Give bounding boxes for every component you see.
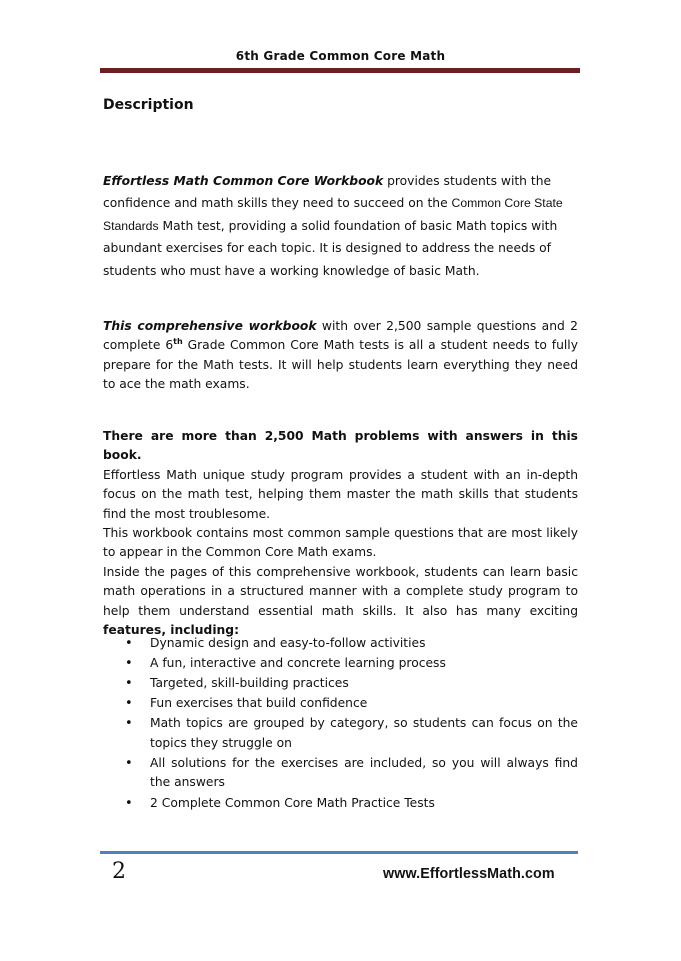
bullet-icon: • xyxy=(125,795,133,811)
bullet-icon: • xyxy=(125,755,133,771)
bullet-icon: • xyxy=(125,676,133,692)
workbook-contents-text: Inside the pages of this comprehensive workbook, students can learn basic math operations in a structured manner with a complete study program to help them understand essential math skills. It also has many exciting features, including: xyxy=(103,564,578,638)
bullet-icon: • xyxy=(125,696,133,712)
study-program-text: Effortless Math unique study program provides a student with an in-depth focus on the math test, helping them master the math skills that students find the most troublesome. xyxy=(103,467,578,521)
list-item: • Math topics are grouped by category, so students can focus on the topics they struggle on xyxy=(125,716,578,750)
footer-divider xyxy=(100,851,578,854)
paragraph-1-text-b: Math test, providing a solid foundation of basic Math topics with abundant exercises for each topic. It is designed to address the needs of students who must have a working knowledge of basic Math. xyxy=(103,218,558,278)
list-item: • All solutions for the exercises are included, so you will always find the answers xyxy=(125,755,578,790)
list-item: • 2 Complete Common Core Math Practice Tests xyxy=(103,794,578,814)
paragraph-1-text-a: provides students with the confidence and math skills they need to succeed on the xyxy=(103,174,552,211)
description-paragraph-1 xyxy=(103,170,578,282)
problems-count-statement: There are more than 2,500 Math problems with answers in this book. xyxy=(103,429,578,463)
list-item: • Dynamic design and easy-to-follow activities xyxy=(103,634,578,654)
bullet-icon: • xyxy=(125,716,133,732)
sample-questions-text: This workbook contains most common sample questions that are most likely to appear in the Common Core Math exams. xyxy=(103,526,578,560)
page-header-title: 6th Grade Common Core Math xyxy=(235,49,446,63)
section-heading: Description xyxy=(103,97,194,113)
bullet-icon: • xyxy=(125,636,133,651)
description-paragraph-3 xyxy=(103,427,578,640)
description-paragraph-2 xyxy=(103,317,578,394)
list-item: • Fun exercises that build confidence xyxy=(103,694,578,714)
paragraph-2-text-b: Grade Common Core Math tests is all a student needs to fully prepare for the Math tests. It will help students learn everything they need to ace the math exams. xyxy=(103,338,578,391)
website-url[interactable]: www.EffortlessMath.com xyxy=(383,866,555,882)
list-item: • A fun, interactive and concrete learning process xyxy=(103,654,578,674)
list-item: • Targeted, skill-building practices xyxy=(103,674,578,694)
book-title: Effortless Math Common Core Workbook xyxy=(103,174,384,188)
features-lead: features, including: xyxy=(103,623,240,638)
ordinal-superscript: th xyxy=(173,337,183,347)
workbook-lead: This comprehensive workbook xyxy=(103,319,317,333)
features-list xyxy=(103,634,578,814)
page-number: 2 xyxy=(112,859,126,884)
bullet-icon: • xyxy=(125,656,133,672)
common-core-standards-text: Common Core State Standards xyxy=(103,196,563,233)
paragraph-2-text-a: with over 2,500 sample questions and 2 complete 6 xyxy=(103,319,578,353)
header-divider xyxy=(100,68,580,73)
